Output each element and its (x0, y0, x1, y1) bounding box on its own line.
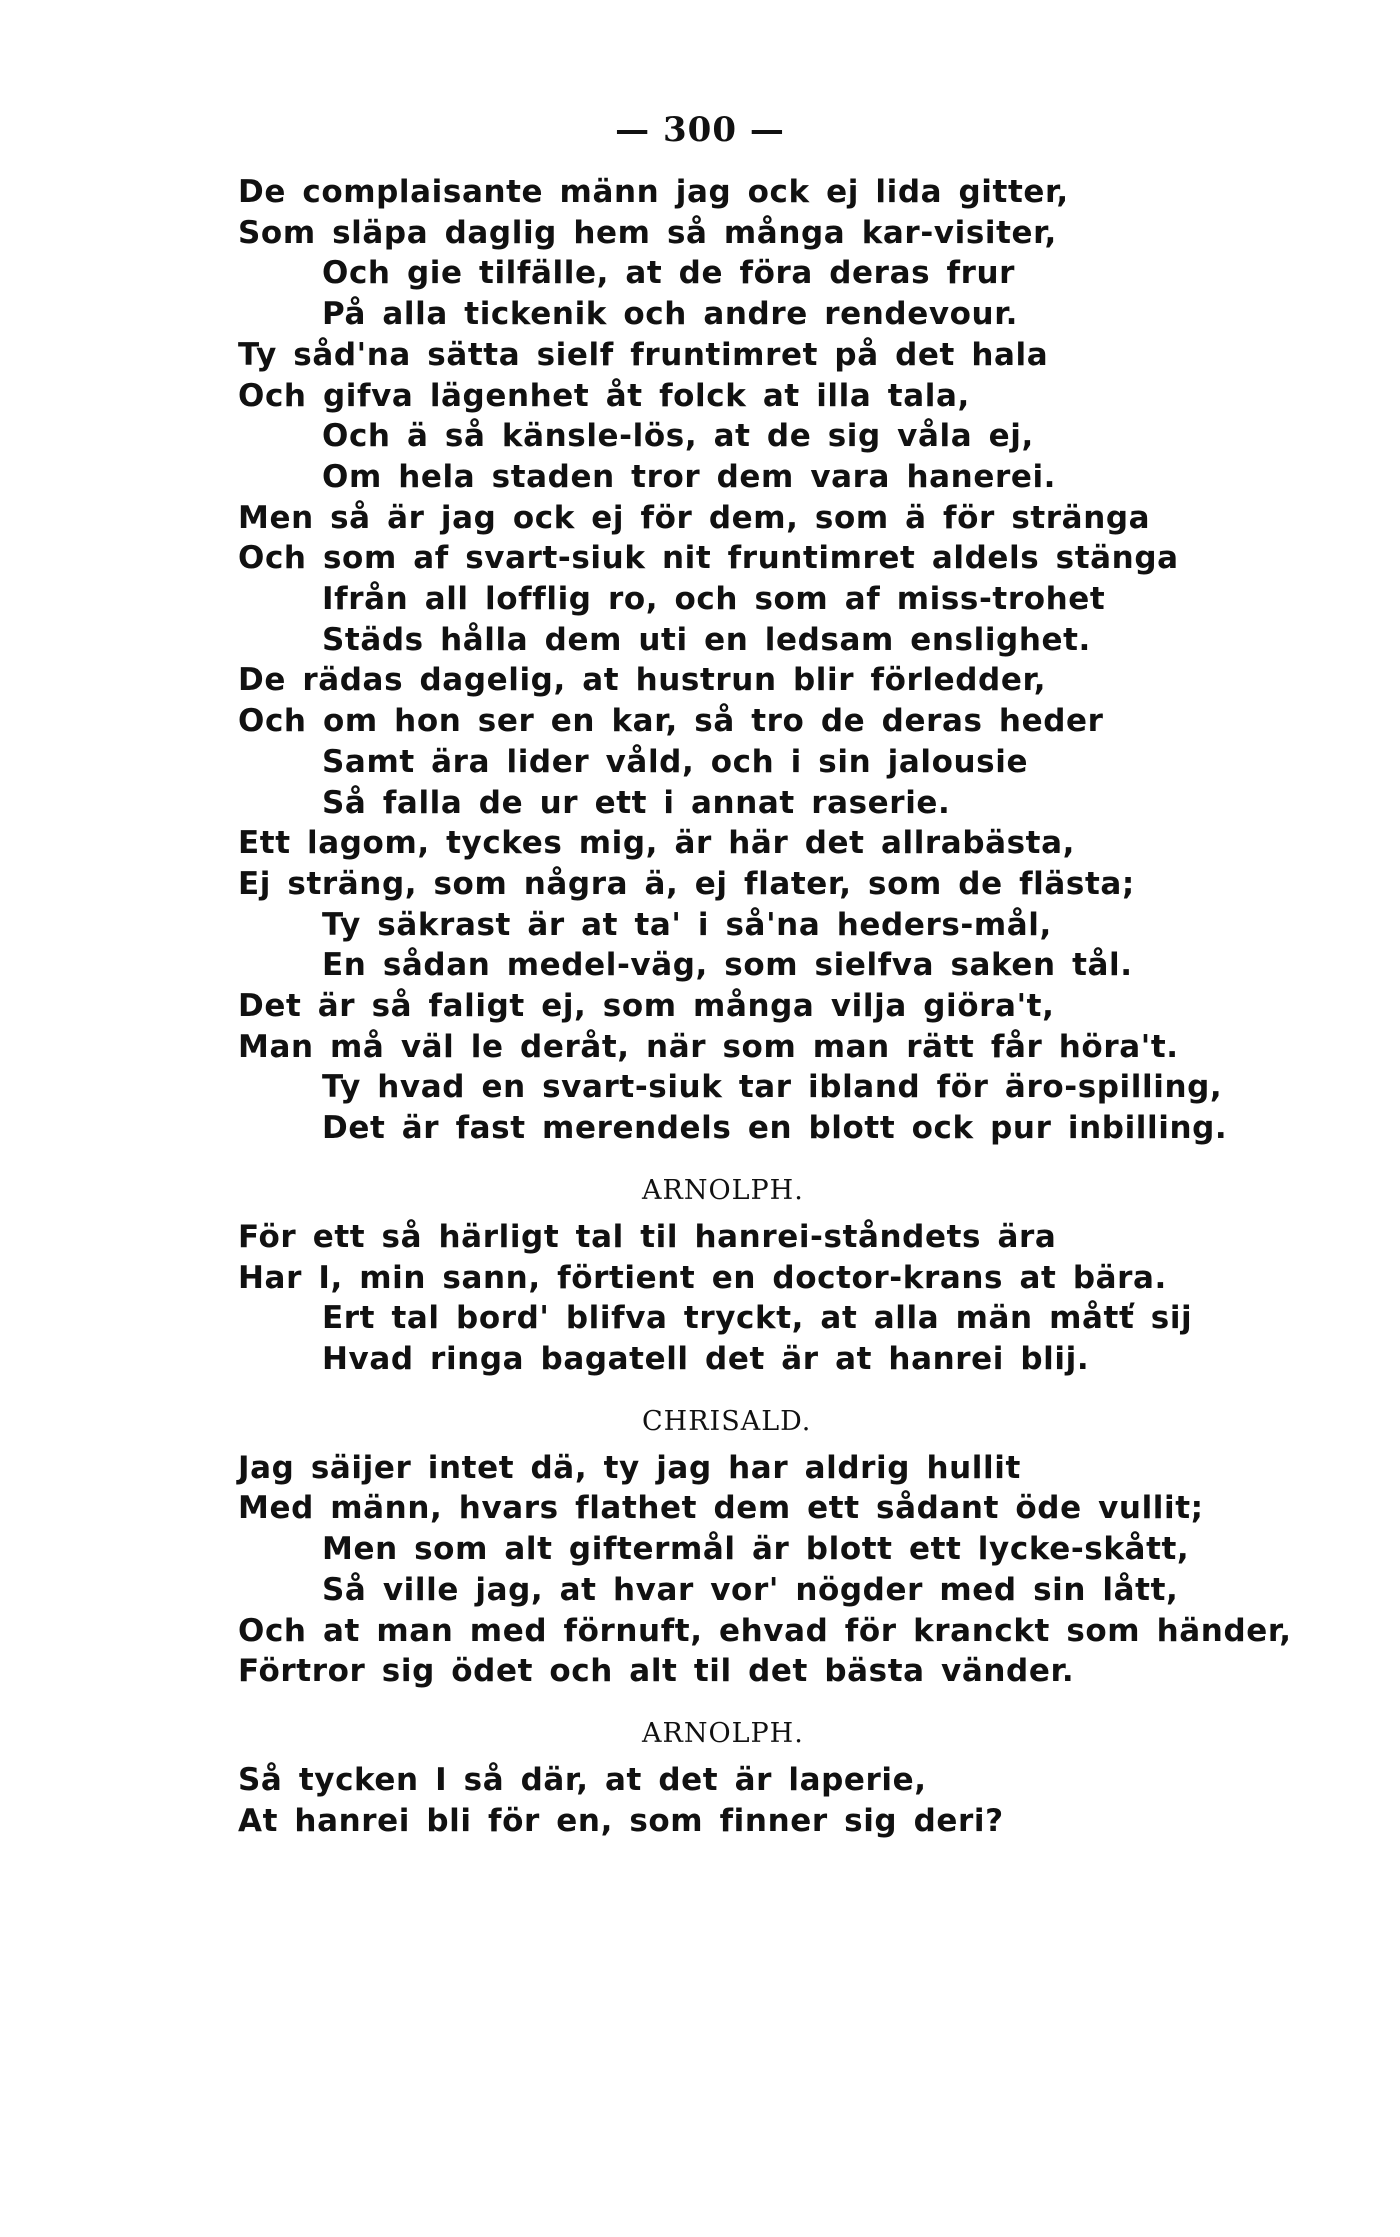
verse-line: Så tycken I så där, at det är laperie, (238, 1761, 927, 1798)
verse-line: Men som alt giftermål är blott ett lycke-skått, (322, 1531, 1190, 1568)
verse-line: Och at man med förnuft, ehvad för kranckt som händer, (238, 1612, 1292, 1649)
verse-line: Så ville jag, at hvar vor' nögder med sin lått, (322, 1571, 1179, 1608)
speaker-name: CHRISALD. (642, 1405, 812, 1437)
verse-line: Och gifva lägenhet åt folck at illa tala, (238, 377, 970, 414)
verse-line: Man må väl le deråt, när som man rätt får höra't. (238, 1028, 1179, 1065)
verse-line: Och om hon ser en kar, så tro de deras heder (238, 703, 1104, 740)
verse-line: En sådan medel-väg, som sielfva saken tål. (322, 947, 1133, 984)
speaker-name: ARNOLPH. (642, 1717, 804, 1749)
verse-line: Som släpa daglig hem så många kar-visiter, (238, 214, 1057, 251)
verse-line: Städs hålla dem uti en ledsam enslighet. (322, 621, 1091, 658)
verse-line: På alla tickenik och andre rendevour. (322, 296, 1019, 333)
verse-line: Ett lagom, tyckes mig, är här det allrabästa, (238, 825, 1075, 862)
verse-line: Så falla de ur ett i annat raserie. (322, 784, 951, 821)
verse-line: De rädas dagelig, at hustrun blir förledder, (238, 662, 1047, 699)
verse-line: At hanrei bli för en, som finner sig deri? (238, 1802, 1004, 1839)
verse-line: Med männ, hvars flathet dem ett sådant öde vullit; (238, 1490, 1204, 1527)
verse-line: De complaisante männ jag ock ej lida gitter, (238, 174, 1069, 210)
verse-line: Och gie tilfälle, at de föra deras frur (322, 255, 1016, 292)
verse-line: Men så är jag ock ej för dem, som ä för stränga (238, 499, 1151, 536)
verse-line: Förtror sig ödet och alt til det bästa vänder. (238, 1653, 1075, 1690)
verse-line: Ert tal bord' blifva tryckt, at alla män måtť sij (322, 1300, 1193, 1337)
verse-line: Jag säijer intet dä, ty jag har aldrig hullit (238, 1449, 1021, 1486)
verse-line: Och som af svart-siuk nit fruntimret aldels stänga (238, 540, 1179, 577)
poem-text (238, 172, 1358, 1841)
verse-line: Det är fast merendels en blott ock pur inbilling. (322, 1110, 1228, 1147)
verse-line: Ty hvad en svart-siuk tar ibland för äro-spilling, (322, 1069, 1223, 1106)
verse-line: Ifrån all lofflig ro, och som af miss-trohet (322, 581, 1106, 618)
verse-line: Det är så faligt ej, som många vilja giöra't, (238, 988, 1055, 1025)
verse-line: Ej sträng, som några ä, ej flater, som de flästa; (238, 865, 1135, 902)
verse-line: Om hela staden tror dem vara hanerei. (322, 458, 1057, 495)
verse-line: Samt ära lider våld, och i sin jalousie (322, 743, 1029, 780)
verse-line: Ty säkrast är at ta' i så'na heders-mål, (322, 906, 1052, 943)
speaker-name: ARNOLPH. (642, 1174, 804, 1206)
verse-line: Och ä så känsle-lös, at de sig våla ej, (322, 418, 1034, 455)
page-number: — 300 — (615, 110, 785, 150)
verse-line: Ty såd'na sätta sielf fruntimret på det hala (238, 336, 1049, 373)
verse-line: Hvad ringa bagatell det är at hanrei blij. (322, 1340, 1090, 1377)
verse-line: För ett så härligt tal til hanrei-ståndets ära (238, 1218, 1057, 1255)
verse-line: Har I, min sann, förtient en doctor-krans at bära. (238, 1259, 1167, 1296)
